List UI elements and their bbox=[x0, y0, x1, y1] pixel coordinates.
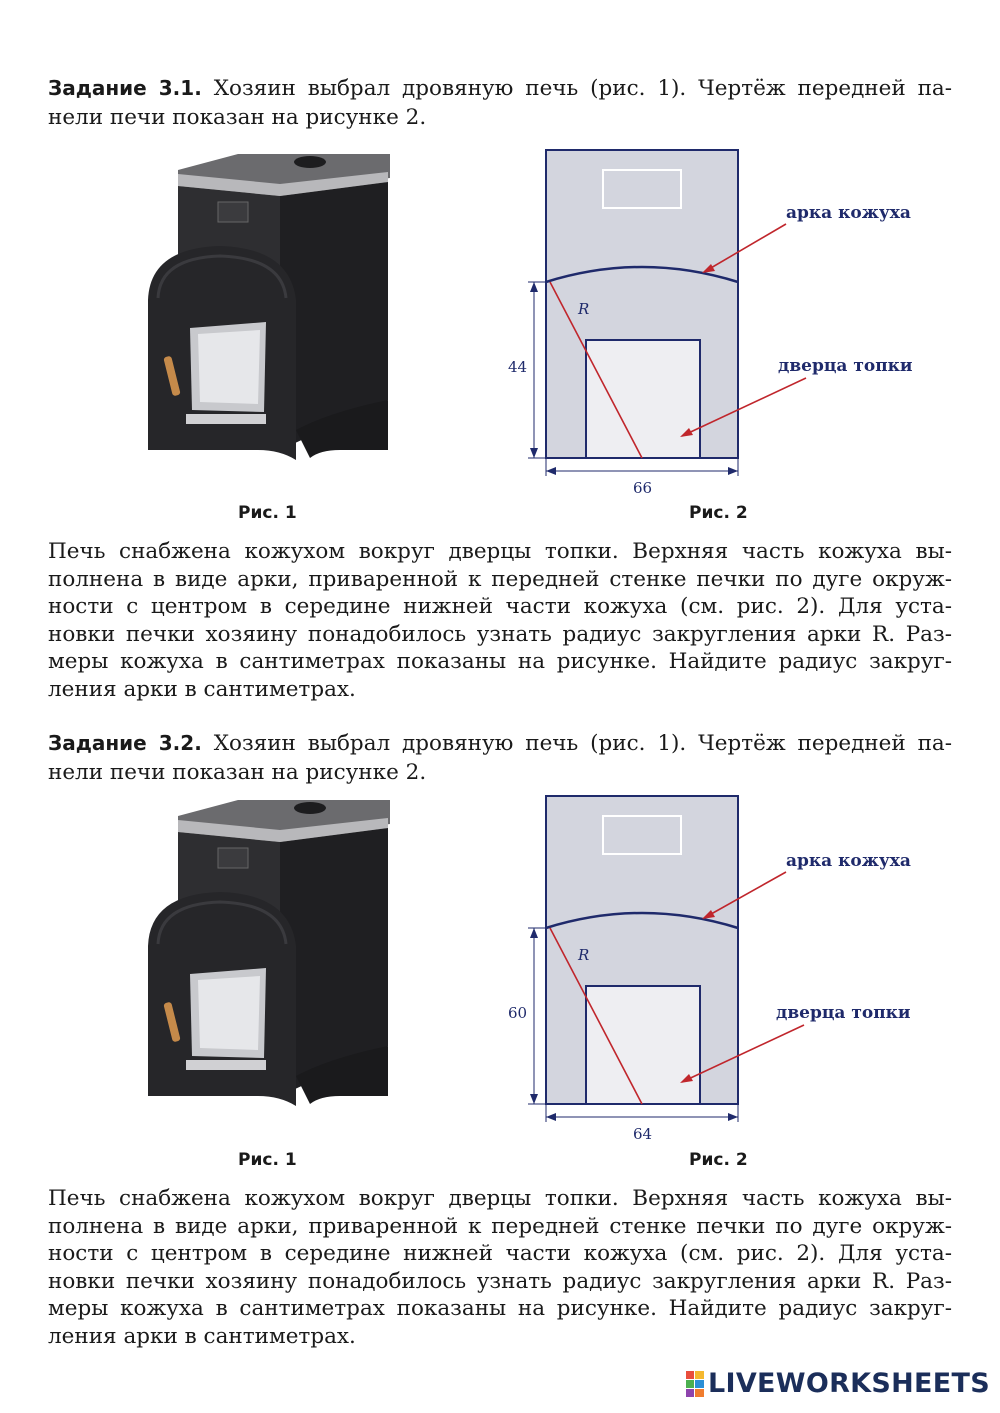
body-line: Печь снабжена кожухом вокруг дверцы топки. Верхняя часть кожуха вы- bbox=[48, 539, 952, 564]
radius-label: R bbox=[578, 946, 590, 964]
intro-line: нели печи показан на рисунке 2. bbox=[48, 760, 427, 785]
body-line: полнена в виде арки, приваренной к передней стенке печки по дуге окруж- bbox=[48, 566, 952, 592]
height-dimension-label: 44 bbox=[508, 358, 528, 376]
task-3-1-body bbox=[48, 538, 952, 703]
task-3-1-intro bbox=[48, 74, 952, 132]
body-line: ления арки в сантиметрах. bbox=[48, 676, 356, 702]
door-label: дверца топки bbox=[778, 356, 913, 376]
body-line: меры кожуха в сантиметрах показаны на рисунке. Найдите радиус закруг- bbox=[48, 1296, 952, 1321]
height-dimension-label: 60 bbox=[508, 1004, 528, 1022]
intro-line: нели печи показан на рисунке 2. bbox=[48, 105, 427, 130]
task-title: Задание 3.1. bbox=[48, 76, 202, 100]
stove-panel-drawing bbox=[490, 140, 940, 500]
arch-label: арка кожуха bbox=[786, 203, 911, 223]
width-dimension-label: 66 bbox=[633, 479, 653, 497]
figure-caption: Рис. 1 bbox=[238, 1150, 297, 1170]
stove-panel-drawing bbox=[490, 786, 940, 1146]
figure-caption: Рис. 1 bbox=[238, 503, 297, 523]
radius-label: R bbox=[578, 300, 590, 318]
task-3-2-body bbox=[48, 1185, 952, 1350]
task-title: Задание 3.2. bbox=[48, 731, 202, 755]
body-line: Печь снабжена кожухом вокруг дверцы топки. Верхняя часть кожуха вы- bbox=[48, 1186, 952, 1211]
arch-label: арка кожуха bbox=[786, 851, 911, 871]
intro-line: Хозяин выбрал дровяную печь (рис. 1). Чертёж передней па- bbox=[213, 76, 952, 101]
stove-photo bbox=[140, 796, 400, 1116]
body-line: ления арки в сантиметрах. bbox=[48, 1323, 356, 1349]
body-line: новки печки хозяину понадобилось узнать радиус закругления арки R. Раз- bbox=[48, 1268, 952, 1294]
body-line: новки печки хозяину понадобилось узнать радиус закругления арки R. Раз- bbox=[48, 621, 952, 647]
body-line: полнена в виде арки, приваренной к передней стенке печки по дуге окруж- bbox=[48, 1213, 952, 1239]
liveworksheets-logo-icon bbox=[686, 1371, 704, 1397]
figure-caption: Рис. 2 bbox=[689, 503, 748, 523]
stove-photo bbox=[140, 150, 400, 470]
body-line: ности с центром в середине нижней части кожуха (см. рис. 2). Для уста- bbox=[48, 1241, 952, 1266]
task-3-2-intro bbox=[48, 729, 952, 787]
figure-caption: Рис. 2 bbox=[689, 1150, 748, 1170]
door-label: дверца топки bbox=[776, 1003, 911, 1023]
body-line: меры кожуха в сантиметрах показаны на рисунке. Найдите радиус закруг- bbox=[48, 649, 952, 674]
intro-line: Хозяин выбрал дровяную печь (рис. 1). Чертёж передней па- bbox=[213, 731, 952, 756]
body-line: ности с центром в середине нижней части кожуха (см. рис. 2). Для уста- bbox=[48, 594, 952, 619]
liveworksheets-watermark bbox=[686, 1368, 990, 1399]
watermark-text: LIVEWORKSHEETS bbox=[707, 1368, 990, 1399]
width-dimension-label: 64 bbox=[633, 1125, 653, 1143]
